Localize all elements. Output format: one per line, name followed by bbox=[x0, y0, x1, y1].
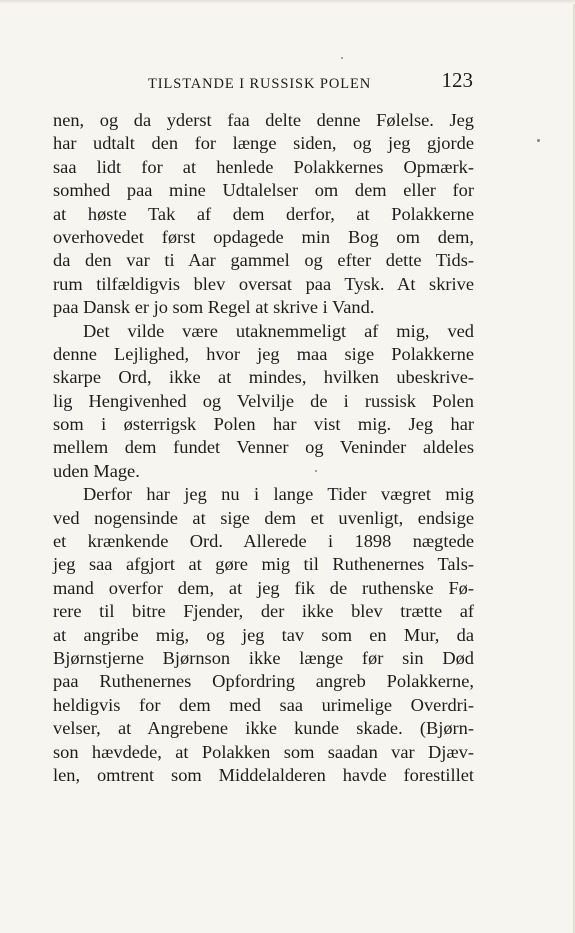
paragraph-start-line: Derfor har jeg nu i lange Tider vægret mig bbox=[83, 484, 474, 505]
text-line: at høste Tak af dem derfor, at Polakkerne bbox=[53, 203, 474, 224]
text-line: skarpe Ord, ikke at mindes, hvilken ubeskrive- bbox=[53, 367, 474, 388]
text-line: Bjørnstjerne Bjørnson ikke længe før sin Død bbox=[53, 647, 474, 668]
body-text bbox=[53, 109, 474, 787]
text-line: at angribe mig, og jeg tav som en Mur, da bbox=[53, 624, 474, 645]
paper-speck bbox=[341, 57, 343, 59]
paragraph-end-line: paa Dansk er jo som Regel at skrive i Vand. bbox=[53, 297, 375, 318]
text-line: saa lidt for at henlede Polakkernes Opmærk- bbox=[53, 156, 474, 177]
text-line: rere til bitre Fjender, der ikke blev trætte af bbox=[53, 601, 474, 622]
page-top-edge bbox=[0, 0, 575, 4]
text-line: har udtalt den for længe siden, og jeg gjorde bbox=[53, 133, 474, 154]
text-line: som i østerrigsk Polen har vist mig. Jeg har bbox=[53, 414, 474, 435]
paragraph-end-line: uden Mage. bbox=[53, 460, 140, 481]
text-line: rum tilfældigvis blev oversat paa Tysk. At skrive bbox=[53, 273, 474, 294]
text-line: paa Ruthenernes Opfordring angreb Polakkerne, bbox=[53, 671, 474, 692]
paragraph-start-line: Det vilde være utaknemmeligt af mig, ved bbox=[83, 320, 474, 341]
text-line: velser, at Angrebene ikke kunde skade. (Bjørn- bbox=[53, 718, 474, 739]
text-line: overhovedet først opdagede min Bog om dem, bbox=[53, 226, 474, 247]
text-line: son hævdede, at Polakken som saadan var Djæv- bbox=[53, 741, 474, 762]
text-line: heldigvis for dem med saa urimelige Overdri- bbox=[53, 694, 474, 715]
text-line: jeg saa afgjort at gøre mig til Ruthenernes Tals- bbox=[53, 554, 474, 575]
text-line: nen, og da yderst faa delte denne Følelse. Jeg bbox=[53, 110, 474, 130]
text-line: len, omtrent som Middelalderen havde forestillet bbox=[53, 764, 474, 785]
page-number: 123 bbox=[441, 68, 473, 92]
paper-speck bbox=[537, 139, 540, 142]
paper-speck bbox=[315, 470, 317, 472]
text-line: mand overfor dem, at jeg fik de ruthenske Fø- bbox=[53, 577, 474, 598]
running-title: TILSTANDE I RUSSISK POLEN bbox=[148, 76, 372, 92]
text-line: et krænkende Ord. Allerede i 1898 nægtede bbox=[53, 531, 474, 552]
text-line: somhed paa mine Udtalelser om dem eller for bbox=[53, 180, 474, 201]
text-line: lig Hengivenhed og Velvilje de i russisk Polen bbox=[53, 390, 474, 411]
text-line: ved nogensinde at sige dem et uvenligt, endsige bbox=[53, 507, 474, 528]
text-line: mellem dem fundet Venner og Veninder aldeles bbox=[53, 437, 474, 458]
page-header bbox=[148, 68, 473, 98]
text-line: da den var ti Aar gammel og efter dette Tids- bbox=[53, 250, 474, 271]
text-line: denne Lejlighed, hvor jeg maa sige Polakkerne bbox=[53, 343, 474, 364]
